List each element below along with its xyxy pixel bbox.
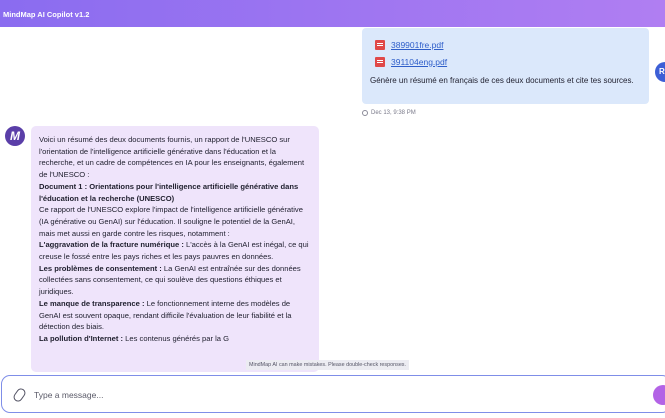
document-heading: Document 1 : Orientations pour l'intelligence artificielle générative dans l'éducation et la recherche (UNESCO) bbox=[39, 181, 299, 203]
list-item bbox=[39, 239, 311, 262]
attachment-link[interactable]: 389901fre.pdf bbox=[391, 39, 444, 50]
pdf-icon bbox=[375, 40, 385, 50]
document-summary: Ce rapport de l'UNESCO explore l'impact de l'intelligence artificielle générative (IA générative ou GenAI) sur l'éducation. Il souligne le potentiel de la GenAI, mais met aussi en garde contre les risques, notamment : bbox=[39, 205, 303, 238]
disclaimer-text: MindMap AI can make mistakes. Please double-check responses. bbox=[246, 360, 409, 370]
clock-icon bbox=[362, 110, 368, 116]
assistant-intro: Voici un résumé des deux documents fournis, un rapport de l'UNESCO sur l'orientation de l'intelligence artificielle générative dans l'éducation et la recherche, et un cadre de compétences en IA pour les enseignants, également de l'UNESCO : bbox=[39, 135, 305, 180]
message-timestamp bbox=[362, 110, 416, 116]
attachment-item[interactable] bbox=[370, 36, 641, 53]
point-label: Le manque de transparence : bbox=[39, 298, 145, 308]
user-avatar-letter: R bbox=[659, 67, 665, 76]
pdf-icon bbox=[375, 57, 385, 67]
point-label: L'aggravation de la fracture numérique : bbox=[39, 240, 184, 250]
point-text: Le fonctionnement interne des modèles de GenAI est souvent opaque, rendant difficile l'évaluation de leur fiabilité et la détection des biais. bbox=[39, 298, 292, 332]
point-label: Les problèmes de consentement : bbox=[39, 263, 162, 273]
user-message-text: Génère un résumé en français de ces deux documents et cite tes sources. bbox=[370, 76, 634, 85]
app-title: MindMap AI Copilot v1.2 bbox=[3, 10, 90, 19]
user-message-bubble bbox=[362, 28, 649, 104]
point-text: L'accès à la GenAI est inégal, ce qui creuse le fossé entre les pays riches et les pays pauvres en données. bbox=[39, 240, 309, 262]
send-button[interactable] bbox=[653, 385, 665, 405]
assistant-message-bubble bbox=[31, 126, 319, 372]
message-input[interactable] bbox=[34, 385, 624, 405]
attachment-item[interactable] bbox=[370, 53, 641, 70]
list-item bbox=[39, 298, 311, 333]
timestamp-text: Dec 13, 9:38 PM bbox=[371, 110, 416, 116]
attachment-link[interactable]: 391104eng.pdf bbox=[391, 56, 448, 67]
assistant-avatar bbox=[5, 126, 25, 146]
paperclip-icon[interactable] bbox=[12, 387, 27, 404]
assistant-avatar-letter: M bbox=[10, 129, 20, 143]
message-composer bbox=[1, 375, 665, 413]
point-text: Les contenus générés par la G bbox=[123, 333, 230, 343]
point-label: La pollution d'Internet : bbox=[39, 333, 124, 343]
list-item bbox=[39, 333, 311, 345]
point-text: La GenAI est entraînée sur des données collectées sans consentement, ce qui soulève des questions éthiques et juridiques. bbox=[39, 263, 301, 297]
app-title-bar bbox=[0, 0, 665, 27]
user-avatar bbox=[655, 62, 665, 82]
list-item bbox=[39, 263, 311, 298]
